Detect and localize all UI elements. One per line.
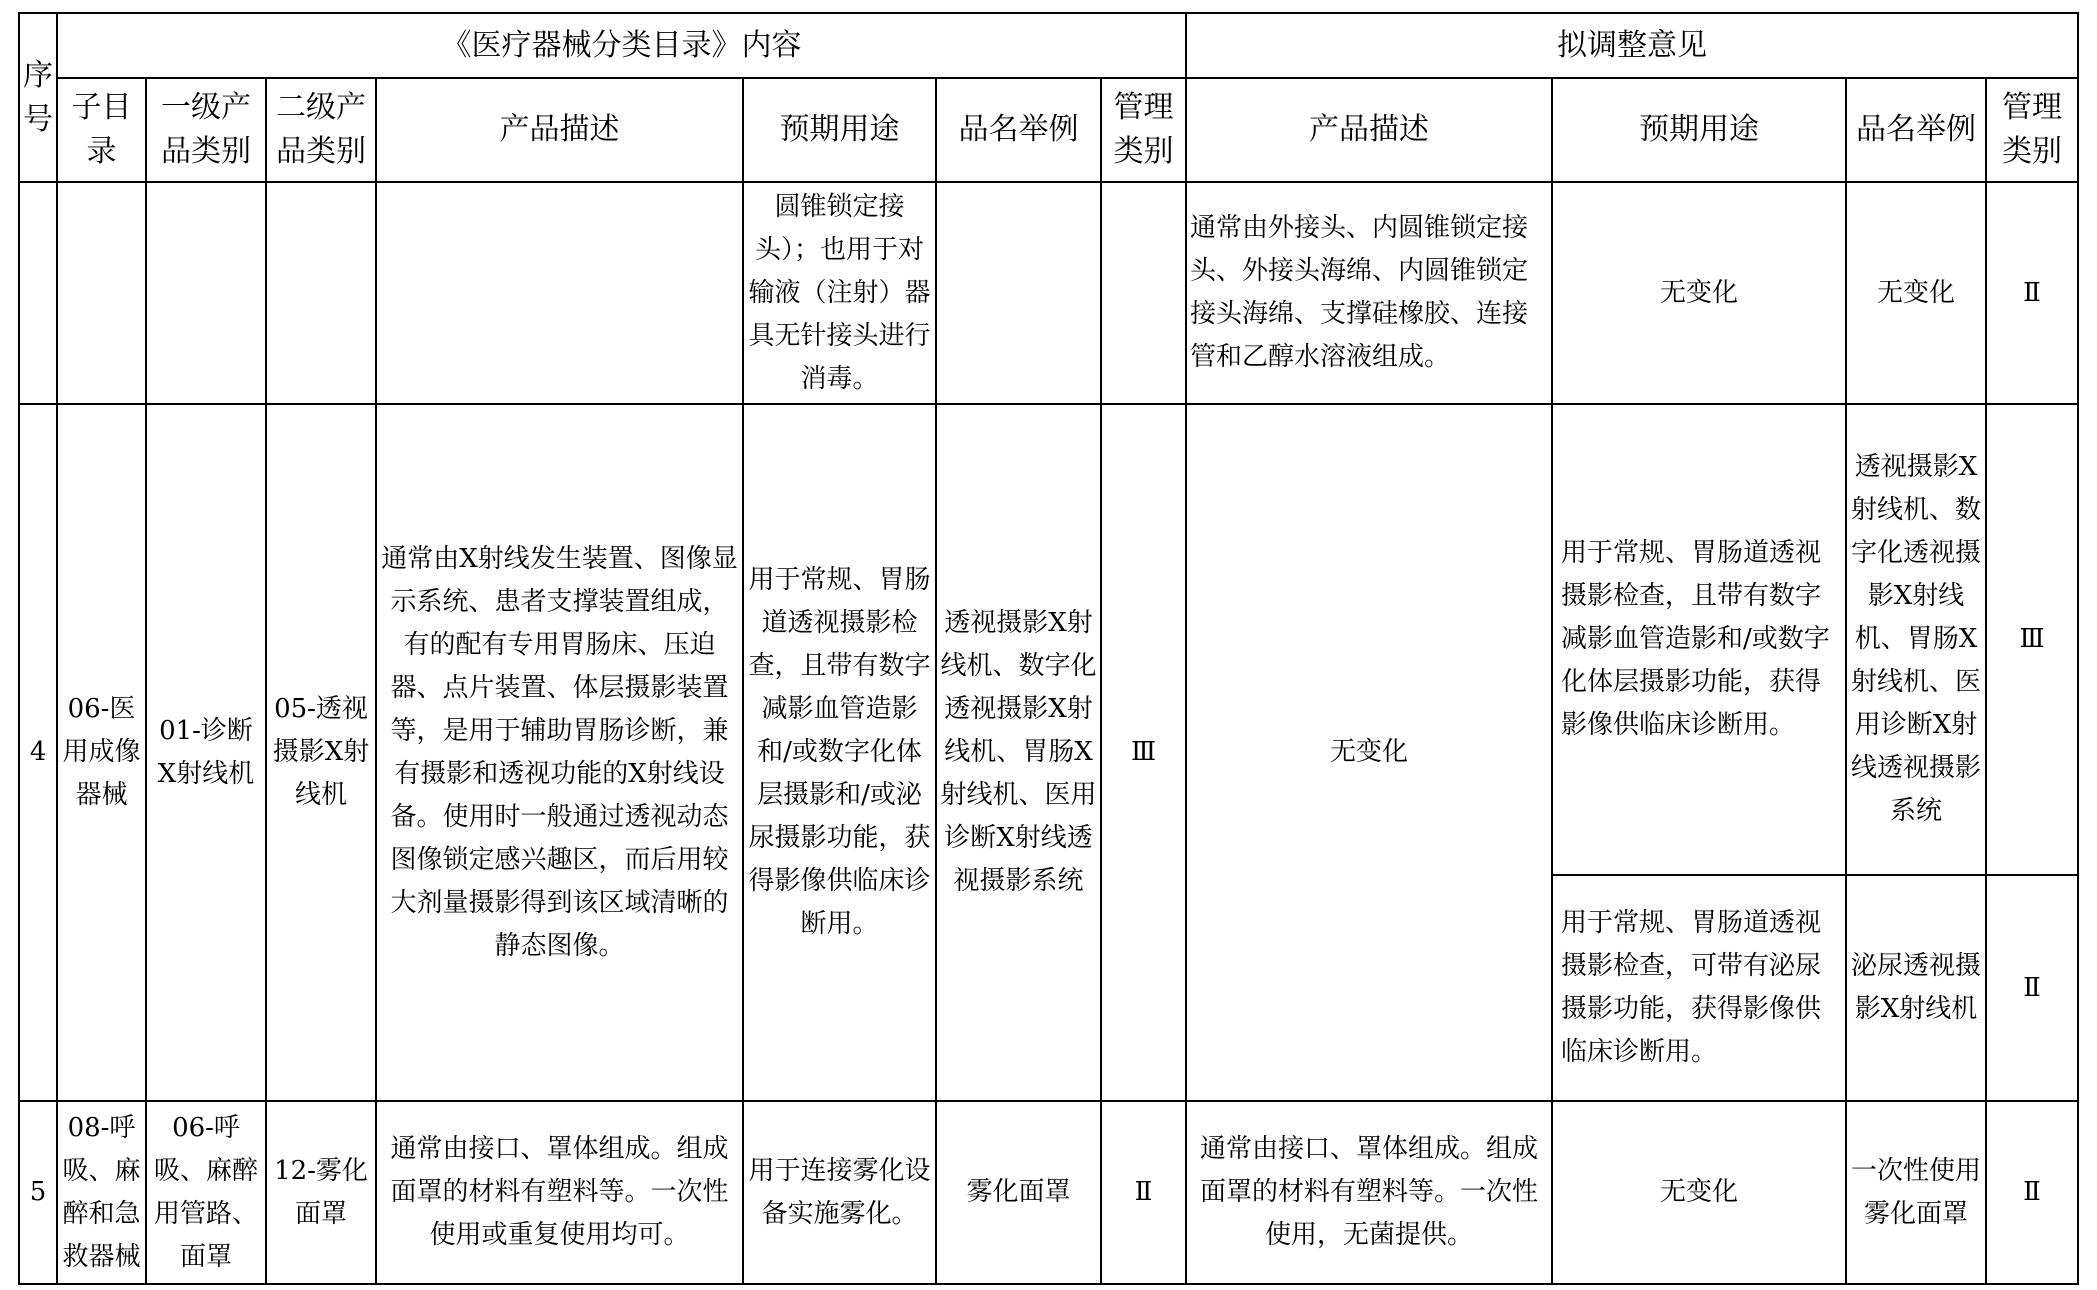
cont-intended-use: 圆锥锁定接头）；也用于对输液（注射）器具无针接头进行消毒。	[743, 182, 936, 404]
row5-description: 通常由接口、罩体组成。组成面罩的材料有塑料等。一次性使用或重复使用均可。	[376, 1101, 743, 1284]
header-seq: 序号	[19, 13, 57, 182]
row4b-adj-name-examples: 泌尿透视摄影X射线机	[1846, 875, 1986, 1101]
row5-intended-use: 用于连接雾化设备实施雾化。	[743, 1101, 936, 1284]
row5-mgmt-class: Ⅱ	[1101, 1101, 1186, 1284]
header-adjust-group: 拟调整意见	[1186, 13, 2078, 78]
row5-name-examples: 雾化面罩	[936, 1101, 1101, 1284]
row5-sub-catalog: 08-呼吸、麻醉和急救器械	[57, 1101, 146, 1284]
row4-name-examples: 透视摄影X射线机、数字化透视摄影X射线机、胃肠X射线机、医用诊断X射线透视摄影系统	[936, 404, 1101, 1101]
row5-adj-description: 通常由接口、罩体组成。组成面罩的材料有塑料等。一次性使用，无菌提供。	[1186, 1101, 1552, 1284]
row5-seq: 5	[19, 1101, 57, 1284]
row4a-adj-mgmt-class: Ⅲ	[1986, 404, 2078, 875]
row5-adj-mgmt-class: Ⅱ	[1986, 1101, 2078, 1284]
classification-table	[18, 12, 2079, 1285]
header-adj-description: 产品描述	[1186, 78, 1552, 182]
row5-adj-name-examples: 一次性使用雾化面罩	[1846, 1101, 1986, 1284]
cont-sub-catalog-cell	[57, 182, 146, 404]
table-row-5	[19, 1101, 2078, 1284]
row5-level2: 12-雾化面罩	[266, 1101, 376, 1284]
cont-seq-cell	[19, 182, 57, 404]
row4b-adj-intended-use: 用于常规、胃肠道透视摄影检查，可带有泌尿摄影功能，获得影像供临床诊断用。	[1552, 875, 1846, 1101]
row4-level1: 01-诊断X射线机	[146, 404, 266, 1101]
table-row-continuation	[19, 182, 2078, 404]
header-row-2	[19, 78, 2078, 182]
header-sub-catalog: 子目录	[57, 78, 146, 182]
cont-adj-name-examples: 无变化	[1846, 182, 1986, 404]
row4-description: 通常由X射线发生装置、图像显示系统、患者支撑装置组成，有的配有专用胃肠床、压迫器、点片装置、体层摄影装置等，是用于辅助胃肠诊断，兼有摄影和透视功能的X射线设备。使用时一般通过透视动态图像锁定感兴趣区，而后用较大剂量摄影得到该区域清晰的静态图像。	[376, 404, 743, 1101]
row4b-adj-mgmt-class: Ⅱ	[1986, 875, 2078, 1101]
row5-adj-intended-use: 无变化	[1552, 1101, 1846, 1284]
header-mgmt-class: 管理类别	[1101, 78, 1186, 182]
cont-mgmt-class-cell	[1101, 182, 1186, 404]
row4-seq: 4	[19, 404, 57, 1101]
row5-level1: 06-呼吸、麻醉用管路、面罩	[146, 1101, 266, 1284]
header-adj-mgmt-class: 管理类别	[1986, 78, 2078, 182]
document-page	[18, 12, 2079, 1285]
header-intended-use: 预期用途	[743, 78, 936, 182]
cont-level2-cell	[266, 182, 376, 404]
row4a-adj-intended-use: 用于常规、胃肠道透视摄影检查，且带有数字减影血管造影和/或数字化体层摄影功能，获得影像供临床诊断用。	[1552, 404, 1846, 875]
row4-level2: 05-透视摄影X射线机	[266, 404, 376, 1101]
row4-intended-use: 用于常规、胃肠道透视摄影检查，且带有数字减影血管造影和/或数字化体层摄影和/或泌尿摄影功能，获得影像供临床诊断用。	[743, 404, 936, 1101]
cont-description-cell	[376, 182, 743, 404]
cont-adj-intended-use: 无变化	[1552, 182, 1846, 404]
cont-level1-cell	[146, 182, 266, 404]
header-level1: 一级产品类别	[146, 78, 266, 182]
row4-mgmt-class: Ⅲ	[1101, 404, 1186, 1101]
row4-sub-catalog: 06-医用成像器械	[57, 404, 146, 1101]
header-level2: 二级产品类别	[266, 78, 376, 182]
row4a-adj-name-examples: 透视摄影X射线机、数字化透视摄影X射线机、胃肠X射线机、医用诊断X射线透视摄影系统	[1846, 404, 1986, 875]
header-row-1	[19, 13, 2078, 78]
header-adj-name-examples: 品名举例	[1846, 78, 1986, 182]
cont-adj-mgmt-class: Ⅱ	[1986, 182, 2078, 404]
cont-adj-description: 通常由外接头、内圆锥锁定接头、外接头海绵、内圆锥锁定接头海绵、支撑硅橡胶、连接管和乙醇水溶液组成。	[1186, 182, 1552, 404]
table-row-4a	[19, 404, 2078, 875]
cont-name-examples-cell	[936, 182, 1101, 404]
row4-adj-description: 无变化	[1186, 404, 1552, 1101]
header-adj-intended-use: 预期用途	[1552, 78, 1846, 182]
header-catalog-group: 《医疗器械分类目录》内容	[57, 13, 1186, 78]
header-description: 产品描述	[376, 78, 743, 182]
header-name-examples: 品名举例	[936, 78, 1101, 182]
